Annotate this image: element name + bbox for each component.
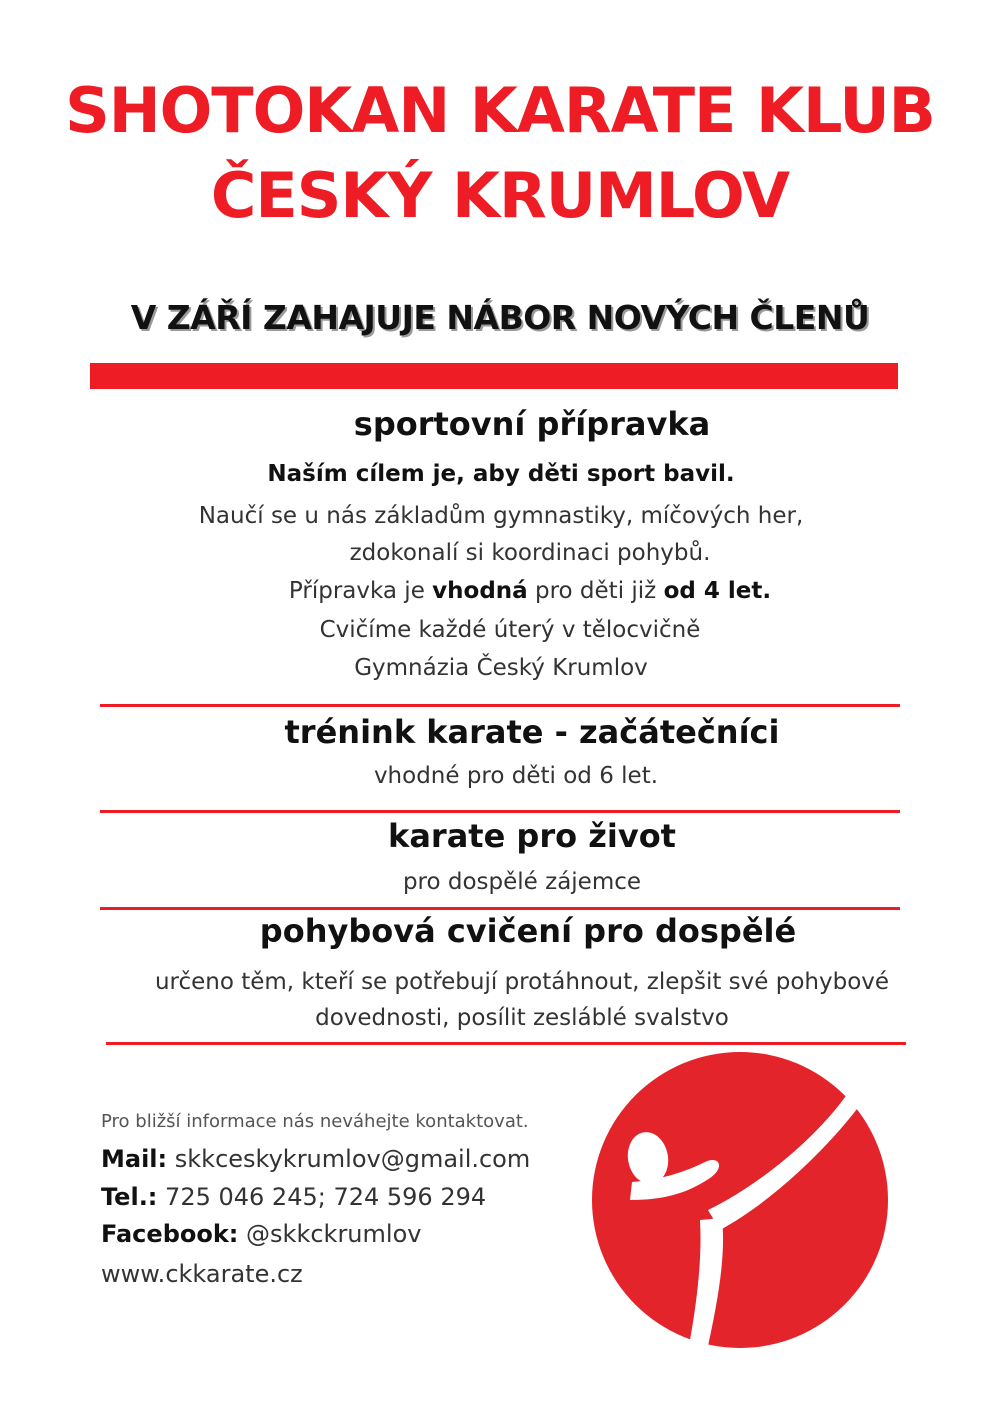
- zivot-text: pro dospělé zájemce: [402, 869, 642, 895]
- red-band-divider: [90, 363, 898, 389]
- pripravka-line1: Naučí se u nás základům gymnastiky, míčových her,: [198, 503, 804, 529]
- tel-value[interactable]: 725 046 245; 724 596 294: [165, 1183, 487, 1211]
- karate-kick-logo-icon: [590, 1050, 890, 1350]
- pripravka-line3: Přípravka je vhodná pro děti již od 4 let.: [288, 578, 772, 604]
- title-line1: SHOTOKAN KARATE KLUB: [65, 74, 935, 147]
- zacatecnici-text: vhodné pro děti od 6 let.: [373, 763, 659, 789]
- title-line2: ČESKÝ KRUMLOV: [210, 159, 790, 232]
- divider-line: [100, 704, 900, 707]
- pripravka-bold-suitable: vhodná: [432, 578, 528, 604]
- divider-line: [106, 1042, 906, 1045]
- contact-intro: Pro bližší informace nás neváhejte kontaktovat.: [101, 1111, 529, 1132]
- pohybova-line2: dovednosti, posílit zesláblé svalstvo: [315, 1005, 729, 1031]
- subtitle: V ZÁŘÍ ZAHAJUJE NÁBOR NOVÝCH ČLENŮ: [130, 298, 870, 337]
- divider-line: [100, 810, 900, 813]
- section-heading-pripravka: sportovní přípravka: [353, 405, 711, 443]
- pripravka-line5: Gymnázia Český Krumlov: [354, 655, 648, 681]
- section-heading-pohybova: pohybová cvičení pro dospělé: [259, 912, 797, 950]
- contact-tel: [101, 1185, 486, 1209]
- contact-mail: [101, 1147, 530, 1171]
- pripravka-line2: zdokonalí si koordinaci pohybů.: [349, 540, 711, 566]
- tel-label: Tel.:: [101, 1183, 158, 1211]
- section-heading-zivot: karate pro život: [388, 817, 676, 855]
- website-link[interactable]: www.ckkarate.cz: [101, 1260, 303, 1288]
- mail-link[interactable]: skkceskykrumlov@gmail.com: [174, 1145, 531, 1173]
- facebook-label: Facebook:: [101, 1220, 239, 1248]
- contact-facebook: [101, 1222, 421, 1246]
- pohybova-line1: určeno těm, kteří se potřebují protáhnout, zlepšit své pohybové: [154, 969, 890, 995]
- pripravka-goal: Naším cílem je, aby děti sport bavil.: [267, 461, 735, 487]
- section-heading-zacatecnici: trénink karate - začátečníci: [284, 713, 780, 751]
- facebook-link[interactable]: @skkckrumlov: [246, 1220, 422, 1248]
- pripravka-line4: Cvičíme každé úterý v tělocvičně: [319, 617, 701, 643]
- mail-label: Mail:: [101, 1145, 168, 1173]
- divider-line: [100, 907, 900, 910]
- pripravka-bold-age: od 4 let.: [663, 578, 772, 604]
